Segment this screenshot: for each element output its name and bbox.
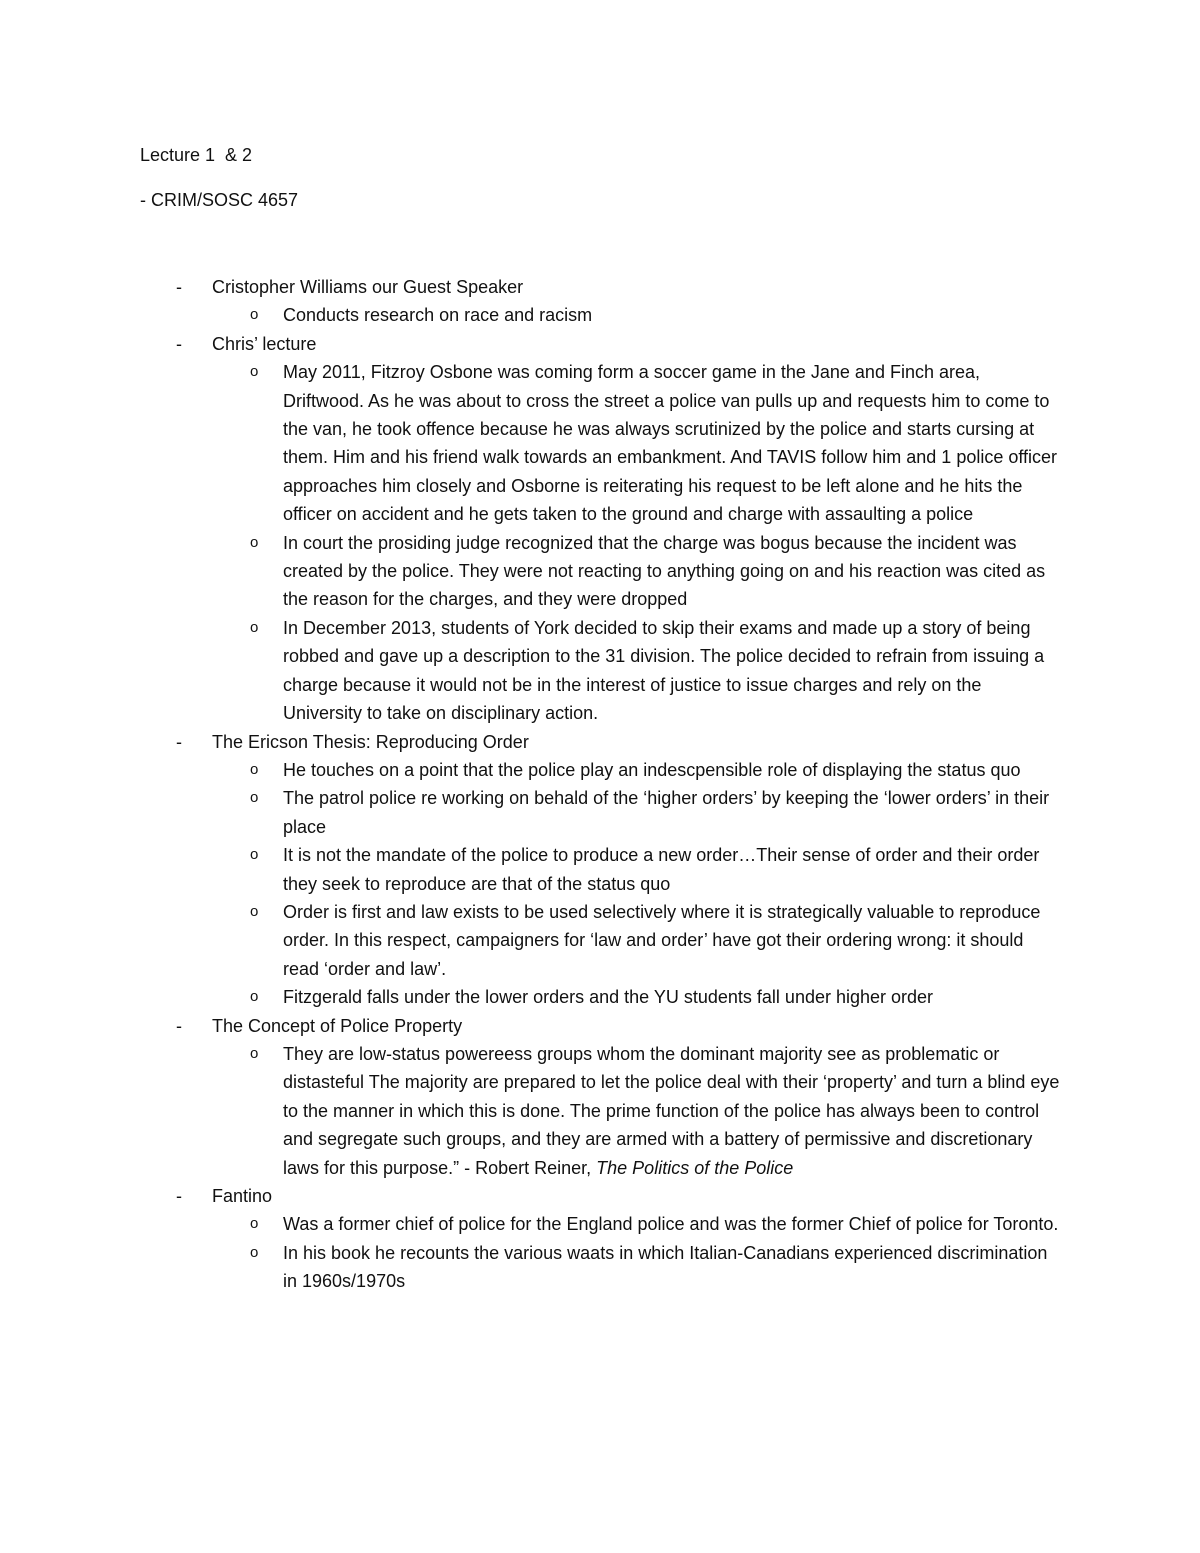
- list-item-text: Fitzgerald falls under the lower orders and the YU students fall under higher order: [283, 987, 934, 1008]
- list-item-text: The patrol police re working on behald of the ‘higher orders’ by keeping the ‘lower orders’ in their place: [283, 788, 1050, 837]
- topic-heading-text: The Ericson Thesis: Reproducing Order: [212, 731, 529, 752]
- list-item: [0, 529, 1063, 614]
- notes-list: [0, 273, 1200, 1296]
- sub-list: [0, 1040, 1200, 1182]
- list-item: [0, 1239, 1063, 1296]
- list-item-text: In December 2013, students of York decided to skip their exams and made up a story of being robbed and gave up a description to the 31 division. The police decided to refrain from issuing a charge because it would not be in the interest of justice to issue charges and rely on the University to take on disciplinary action.: [283, 617, 1045, 724]
- list-item-text: They are low-status powereess groups whom the dominant majority see as problematic or distasteful The majority are prepared to let the police deal with their ‘property’ and turn a blind eye to the manner in which this is done. The prime function of the police has always been to control and segregate such groups, and they are armed with a battery of permissive and discretionary laws for this purpose.” - Robert Reiner,: [283, 1043, 1060, 1178]
- list-item: [0, 1040, 1063, 1182]
- list-item: [0, 983, 1063, 1011]
- list-item: [0, 614, 1063, 728]
- bullet-marker: o: [250, 1243, 259, 1261]
- sub-list: [0, 1210, 1200, 1295]
- bullet-marker: o: [250, 1215, 259, 1233]
- bullet-marker: o: [250, 618, 259, 636]
- bullet-marker: o: [250, 533, 259, 551]
- list-item-text: May 2011, Fitzroy Osbone was coming form a soccer game in the Jane and Finch area, Driftwood. As he was about to cross the street a police van pulls up and requests him to come to the van, he took offence because he was always scrutinized by the police and starts cursing at them. Him and his friend walk towards an embankment. And TAVIS follow him and 1 police officer approaches him closely and Osborne is reiterating his request to be left alone and he hits the officer on accident and he gets taken to the ground and charge with assaulting a police: [283, 362, 1058, 525]
- list-item: [0, 756, 1063, 784]
- list-item: [0, 898, 1063, 983]
- dash-marker: -: [176, 731, 182, 752]
- list-item-text: Conducts research on race and racism: [283, 305, 593, 326]
- sub-list: [0, 358, 1200, 727]
- topic-heading-text: Fantino: [212, 1186, 273, 1206]
- topic-heading-text: The Concept of Police Property: [212, 1015, 463, 1036]
- bullet-marker: o: [250, 363, 259, 381]
- page-title: Lecture 1 & 2: [140, 145, 253, 165]
- list-item: [0, 1210, 1063, 1238]
- list-item: [0, 301, 1063, 329]
- list-item-text: In his book he recounts the various waats in which Italian-Canadians experienced discrimination in 1960s/1970s: [283, 1242, 1048, 1292]
- bullet-marker: o: [250, 760, 259, 778]
- dash-marker: -: [176, 1186, 182, 1206]
- topic-heading-text: Chris’ lecture: [212, 333, 317, 354]
- sub-list: [0, 756, 1200, 1012]
- list-item-text: He touches on a point that the police play an indescpensible role of displaying the status quo: [283, 759, 1021, 780]
- topic-heading: [0, 330, 1200, 358]
- course-code: - CRIM/SOSC 4657: [140, 190, 299, 210]
- dash-marker: -: [176, 1015, 182, 1036]
- list-item-text: In court the prosiding judge recognized that the charge was bogus because the incident was created by the police. They were not reacting to anything going on and his reaction was cited as the reason for the charges, and they were dropped: [283, 532, 1046, 610]
- list-item: [0, 358, 1063, 528]
- bullet-marker: o: [250, 988, 259, 1006]
- list-item-text: Order is first and law exists to be used selectively where it is strategically valuable to reproduce order. In this respect, campaigners for ‘law and order’ have got their ordering wrong: it should read ‘order and law’.: [283, 901, 1041, 979]
- bullet-marker: o: [250, 902, 259, 920]
- topic-heading: [0, 1182, 1200, 1210]
- topic-ericson-thesis: [0, 728, 1200, 1012]
- topic-heading: [0, 728, 1200, 756]
- topic-heading: [0, 1012, 1200, 1040]
- sub-list: [0, 301, 1200, 329]
- bullet-marker: o: [250, 1044, 259, 1062]
- bullet-marker: o: [250, 846, 259, 864]
- topic-chris-lecture: [0, 330, 1200, 728]
- list-item: [0, 841, 1063, 898]
- list-item-text: Was a former chief of police for the England police and was the former Chief of police for Toronto.: [283, 1214, 1059, 1235]
- topic-police-property: [0, 1012, 1200, 1182]
- bullet-marker: o: [250, 306, 259, 324]
- topic-heading-text: Cristopher Williams our Guest Speaker: [212, 277, 524, 297]
- topic-fantino: [0, 1182, 1200, 1296]
- dash-marker: -: [176, 333, 182, 354]
- book-citation: The Politics of the Police: [596, 1157, 794, 1178]
- topic-heading: [0, 273, 1200, 301]
- topic-guest-speaker: [0, 273, 1200, 330]
- list-item: [0, 784, 1063, 841]
- dash-marker: -: [176, 277, 182, 297]
- list-item-text: It is not the mandate of the police to produce a new order…Their sense of order and their order they seek to reproduce are that of the status quo: [283, 845, 1040, 894]
- bullet-marker: o: [250, 789, 259, 807]
